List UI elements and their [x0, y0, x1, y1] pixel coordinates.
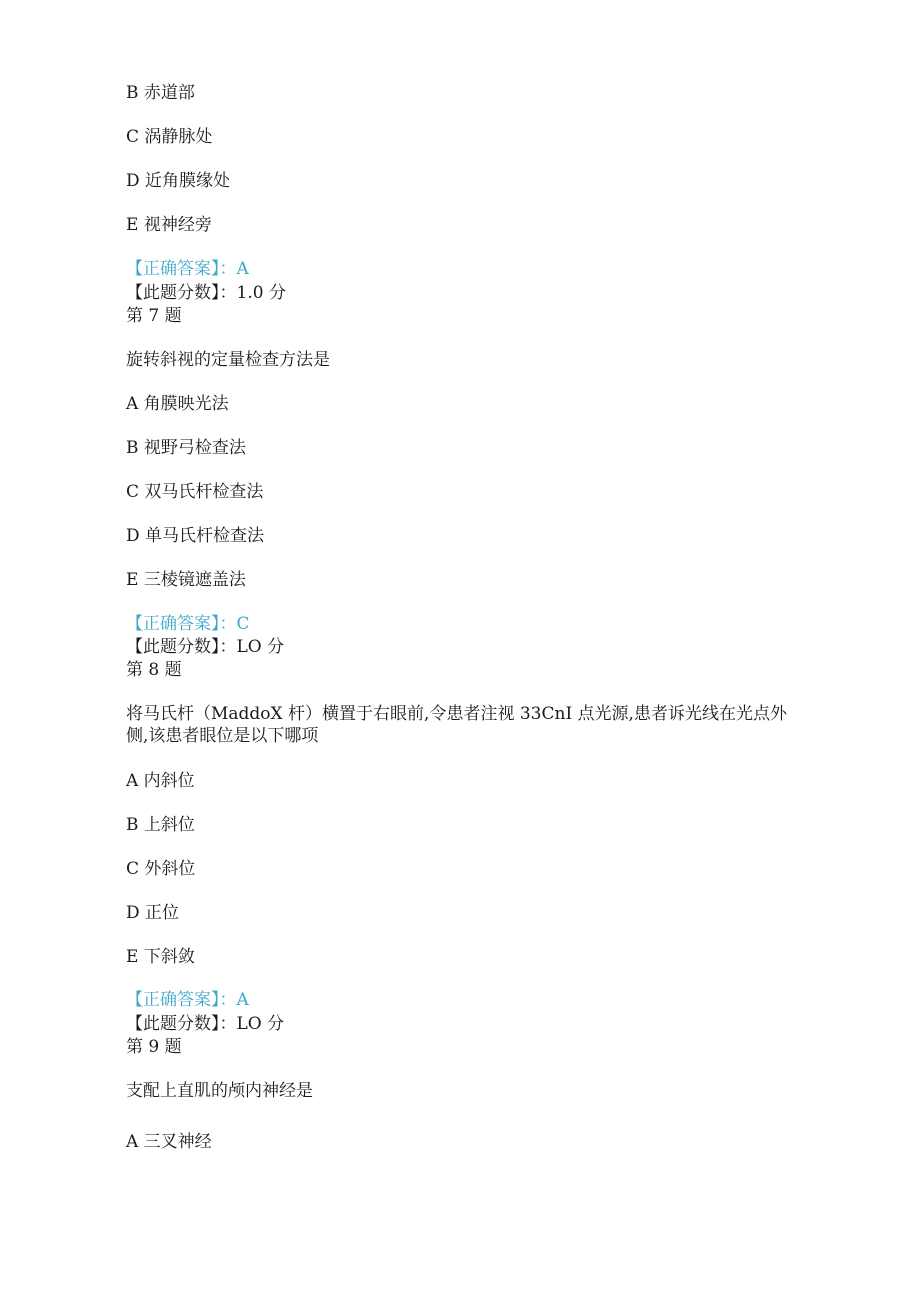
q7-option-c: C 双马氏杆检查法 — [126, 482, 264, 502]
q8-option-a: A 内斜位 — [126, 771, 195, 791]
q8-option-c: C 外斜位 — [126, 859, 196, 879]
q9-option-a: A 三叉神经 — [126, 1132, 212, 1152]
q7-option-e: E 三棱镜遮盖法 — [126, 570, 246, 590]
q8-option-d: D 正位 — [126, 903, 180, 923]
q7-score: 【此题分数】：LO 分 — [126, 637, 285, 657]
q6-correct-answer: 【正确答案】：A — [126, 259, 249, 279]
q6-option-c: C 涡静脉处 — [126, 127, 213, 147]
q6-option-b: B 赤道部 — [126, 83, 195, 103]
q9-stem: 支配上直肌的颅内神经是 — [126, 1081, 313, 1101]
q8-stem: 将马氏杆（MaddoX 杆）横置于右眼前,令患者注视 33CnI 点光源,患者诉光线在光点外侧,该患者眼位是以下哪项 — [126, 704, 787, 746]
q8-correct-answer: 【正确答案】：A — [126, 990, 249, 1010]
q7-option-d: D 单马氏杆检查法 — [126, 526, 265, 546]
q6-score: 【此题分数】：1.0 分 — [126, 283, 286, 303]
q7-stem: 旋转斜视的定量检查方法是 — [126, 350, 330, 370]
q6-option-e: E 视神经旁 — [126, 215, 212, 235]
q8-option-e: E 下斜敛 — [126, 947, 195, 967]
q8-option-b: B 上斜位 — [126, 815, 195, 835]
q7-option-b: B 视野弓检查法 — [126, 438, 246, 458]
q7-number: 第 7 题 — [126, 306, 182, 326]
q8-number: 第 8 题 — [126, 660, 182, 680]
q7-correct-answer: 【正确答案】：C — [126, 614, 250, 634]
q6-option-d: D 近角膜缘处 — [126, 171, 231, 191]
q8-score: 【此题分数】：LO 分 — [126, 1014, 285, 1034]
q7-option-a: A 角膜映光法 — [126, 394, 229, 414]
q9-number: 第 9 题 — [126, 1037, 182, 1057]
